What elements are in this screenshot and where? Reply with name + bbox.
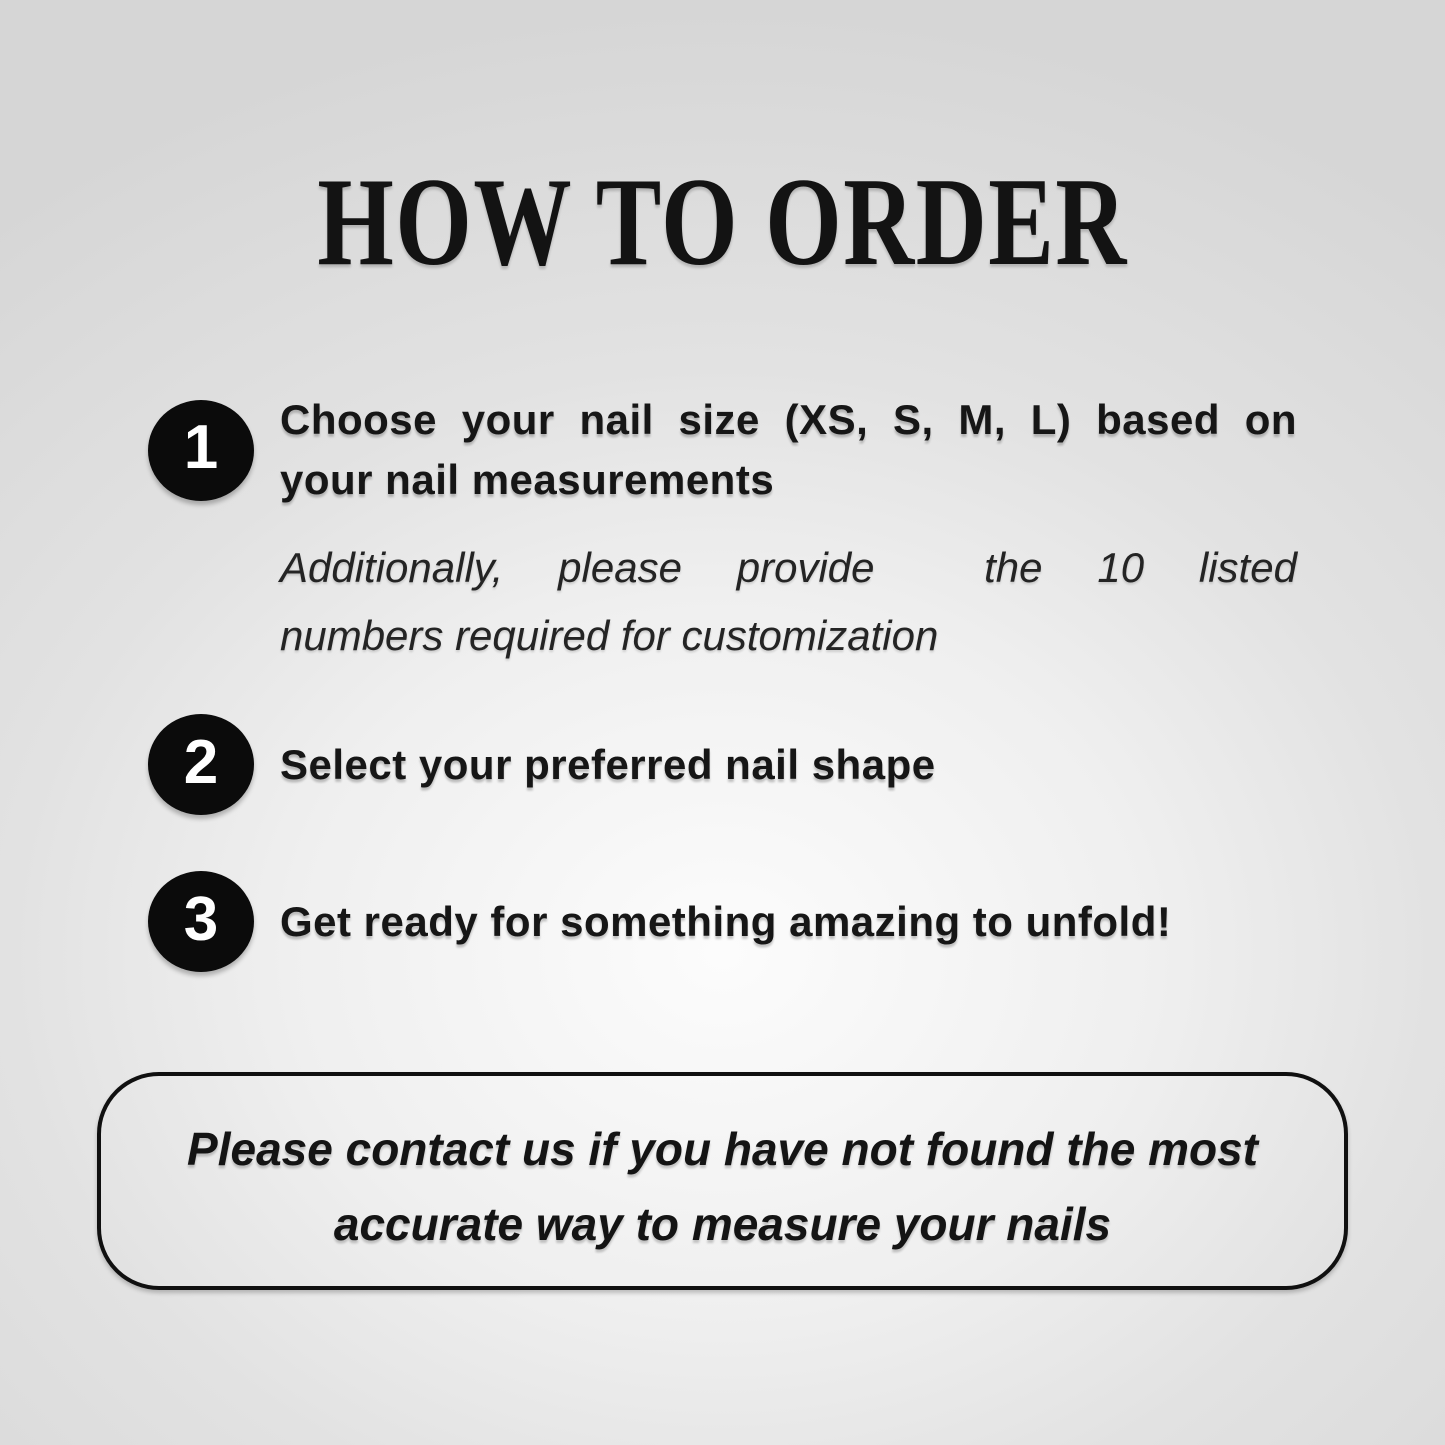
page-title (0, 0, 1445, 292)
step-2-number: 2 (183, 727, 219, 797)
step-3-number: 3 (183, 884, 219, 954)
step-1-note-line-1: Additionally, please provide the 10 listed (280, 544, 1297, 592)
contact-note-line-1: Please contact us if you have not found the most (187, 1123, 1258, 1176)
step-row-3 (148, 871, 1297, 972)
step-1-note (280, 534, 1297, 670)
step-2-badge (148, 714, 254, 815)
step-3-text (280, 892, 1297, 952)
steps-list (148, 390, 1297, 972)
step-3-text-line-1: Get ready for something amazing to unfold! (280, 897, 1172, 945)
step-row-2 (148, 714, 1297, 815)
step-1-text (280, 390, 1297, 510)
step-2-text-line-1: Select your preferred nail shape (280, 740, 936, 788)
page-title-text: HOW TO ORDER (317, 153, 1128, 292)
step-1-note-line-2: numbers required for customization (280, 612, 939, 660)
step-1-badge (148, 400, 254, 501)
step-3-badge (148, 871, 254, 972)
step-row-1 (148, 390, 1297, 510)
step-1-text-line-2: your nail measurements (280, 456, 775, 504)
contact-note-box (97, 1072, 1348, 1290)
contact-note-line-2: accurate way to measure your nails (333, 1198, 1112, 1251)
step-1-number: 1 (183, 413, 219, 483)
step-2-text (280, 735, 1297, 795)
step-1-text-line-1: Choose your nail size (XS, S, M, L) based on (280, 396, 1297, 443)
